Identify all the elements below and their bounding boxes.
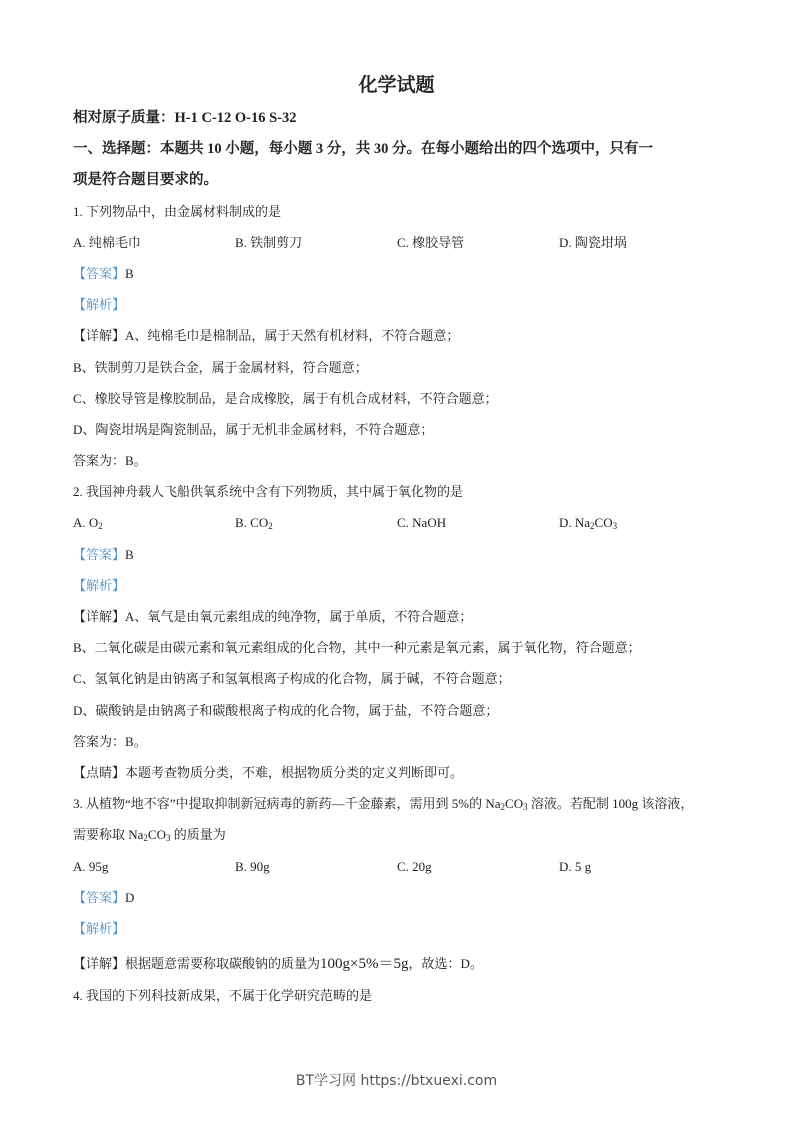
section-heading-cont: 项是符合题目要求的。 bbox=[73, 172, 218, 189]
option-a bbox=[73, 511, 235, 542]
question-1-options bbox=[73, 231, 723, 262]
option-c: C. NaOH bbox=[397, 515, 447, 531]
answer-value: B bbox=[125, 546, 134, 562]
question-3-stem-cont bbox=[73, 823, 723, 854]
formula: 100g×5%＝5g bbox=[320, 956, 409, 973]
detail-text: 根据题意需要称取碳酸钠的质量为 bbox=[125, 956, 321, 972]
detail-line bbox=[73, 605, 723, 636]
section-heading: 一、选择题：本题共 10 小题，每小题 3 分，共 30 分。在每小题给出的四个选项中，只有一 bbox=[73, 141, 653, 158]
option-a: A. 95g bbox=[73, 858, 109, 874]
detail-line: D、碳酸钠是由钠离子和碳酸根离子构成的化合物，属于盐，不符合题意； bbox=[73, 702, 499, 718]
detail-label: 【详解】 bbox=[73, 956, 126, 972]
answer-label: 【答案】 bbox=[73, 265, 126, 281]
answer-value: B bbox=[125, 265, 134, 281]
stem-text: 3. 从植物“地不容”中提取抑制新冠病毒的新药—千金藤素，需用到 5%的 Na bbox=[73, 796, 501, 812]
option-text: A. O bbox=[73, 515, 99, 531]
analysis-label: 【解析】 bbox=[73, 297, 126, 313]
stem-text: 溶液。若配制 100g 该溶液， bbox=[527, 796, 694, 812]
analysis-label: 【解析】 bbox=[73, 577, 126, 593]
option-d: D. 5 g bbox=[559, 858, 592, 874]
comment-label: 【点睛】 bbox=[73, 764, 126, 780]
stem-text: CO bbox=[147, 827, 166, 843]
stem-text: 的质量为 bbox=[170, 827, 226, 843]
subscript: 3 bbox=[165, 833, 171, 844]
detail-text: ，故选：D。 bbox=[408, 956, 483, 972]
answer-label: 【答案】 bbox=[73, 889, 126, 905]
detail-line: D、陶瓷坩埚是陶瓷制品，属于无机非金属材料，不符合题意； bbox=[73, 421, 434, 437]
question-1-stem: 1. 下列物品中，由金属材料制成的是 bbox=[73, 203, 282, 219]
document-body bbox=[73, 106, 723, 1015]
option-text: D. Na bbox=[559, 515, 591, 531]
option-b: B. 铁制剪刀 bbox=[235, 234, 303, 250]
answer-line bbox=[73, 262, 723, 293]
page-title: 化学试题 bbox=[358, 75, 435, 96]
detail-line bbox=[73, 948, 723, 984]
question-2-stem: 2. 我国神舟载人飞船供氧系统中含有下列物质，其中属于氧化物的是 bbox=[73, 484, 464, 500]
atomic-mass-line: 相对原子质量：H-1 C-12 O-16 S-32 bbox=[73, 110, 297, 126]
watermark-footer: BT学习网 https://btxuexi.com bbox=[295, 1073, 498, 1089]
analysis-label: 【解析】 bbox=[73, 920, 126, 936]
option-text: CO bbox=[594, 515, 613, 531]
option-c: C. 橡胶导管 bbox=[397, 234, 465, 250]
answer-label: 【答案】 bbox=[73, 546, 126, 562]
detail-line: B、二氧化碳是由碳元素和氧元素组成的化合物，其中一种元素是氧元素，属于氧化物，符合题意； bbox=[73, 640, 641, 656]
subscript: 2 bbox=[500, 802, 506, 813]
answer-value: D bbox=[125, 889, 135, 905]
subscript: 3 bbox=[612, 521, 618, 532]
conclusion-line: 答案为：B。 bbox=[73, 453, 147, 469]
option-d bbox=[559, 511, 721, 542]
detail-text: A、氧气是由氧元素组成的纯净物，属于单质，不符合题意； bbox=[125, 609, 473, 624]
option-text: B. CO bbox=[235, 515, 269, 531]
conclusion-line: 答案为：B。 bbox=[73, 733, 147, 749]
detail-line: B、铁制剪刀是铁合金，属于金属材料，符合题意； bbox=[73, 359, 368, 375]
comment-line bbox=[73, 761, 723, 792]
question-2-options bbox=[73, 511, 723, 542]
subscript: 3 bbox=[523, 802, 528, 813]
option-d: D. 陶瓷坩埚 bbox=[559, 234, 627, 250]
question-3-options bbox=[73, 855, 723, 886]
stem-text: 需要称取 Na bbox=[73, 827, 144, 843]
detail-line bbox=[73, 324, 723, 355]
option-b: B. 90g bbox=[235, 858, 270, 874]
detail-label: 【详解】 bbox=[73, 328, 126, 344]
option-b bbox=[235, 511, 397, 542]
subscript: 2 bbox=[98, 521, 103, 532]
answer-line bbox=[73, 543, 723, 574]
subscript: 2 bbox=[590, 521, 595, 532]
answer-line bbox=[73, 886, 723, 917]
subscript: 2 bbox=[143, 833, 148, 844]
comment-text: 本题考查物质分类，不难，根据物质分类的定义判断即可。 bbox=[125, 764, 464, 780]
subscript: 2 bbox=[268, 521, 273, 532]
detail-line: C、氢氧化钠是由钠离子和氢氧根离子构成的化合物，属于碱，不符合题意； bbox=[73, 671, 511, 687]
option-a: A. 纯棉毛巾 bbox=[73, 234, 141, 250]
detail-line: C、橡胶导管是橡胶制品，是合成橡胶，属于有机合成材料，不符合题意； bbox=[73, 390, 498, 406]
question-4-stem: 4. 我国的下列科技新成果，不属于化学研究范畴的是 bbox=[73, 988, 373, 1004]
detail-text: A、纯棉毛巾是棉制品，属于天然有机材料，不符合题意； bbox=[125, 328, 460, 344]
detail-label: 【详解】 bbox=[73, 609, 126, 624]
option-c: C. 20g bbox=[397, 858, 432, 874]
question-3-stem bbox=[73, 792, 723, 823]
stem-text: CO bbox=[505, 796, 524, 812]
